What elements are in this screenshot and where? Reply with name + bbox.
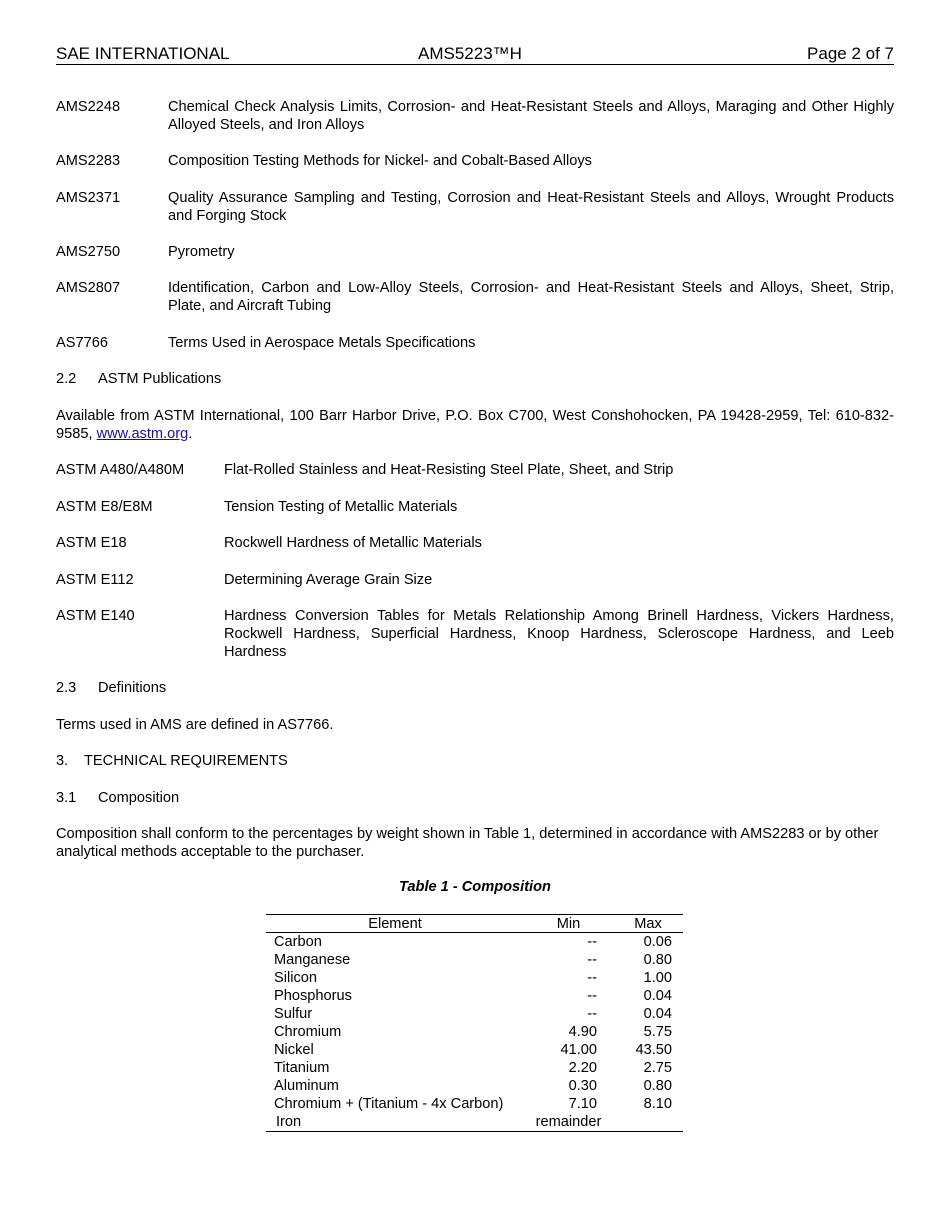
element-cell: Aluminum [274,1078,339,1094]
section-number: 2.3 [56,680,77,696]
astm-availability-end: . [188,426,193,442]
reference-entry [56,189,894,225]
astm-availability-text: Available from ASTM International, 100 Barr Harbor Drive, P.O. Box C700, West Conshohocken, PA 19428-2959, Tel: 610-832-9585, [56,408,894,442]
composition-paragraph: Composition shall conform to the percentages by weight shown in Table 1, determined in accordance with AMS2283 or by other analytical methods acceptable to the purchaser. [56,826,879,860]
table-row [266,1095,683,1113]
reference-title: Rockwell Hardness of Metallic Materials [224,535,482,551]
section-heading-2-3 [56,679,894,697]
reference-title: Quality Assurance Sampling and Testing, Corrosion and Heat-Resistant Steels and Alloys, Wrought Products and Forging Stock [168,190,894,224]
astm-availability-paragraph [56,407,894,443]
table-row [266,987,683,1005]
table-row [266,1077,683,1095]
table-row [266,1059,683,1077]
column-header-min: Min [524,915,613,933]
reference-title: Terms Used in Aerospace Metals Specifications [168,335,476,351]
section-heading-2-2 [56,370,894,388]
element-cell: Carbon [274,934,322,950]
reference-code: ASTM A480/A480M [56,462,185,478]
table-row [266,1113,683,1132]
max-cell: 8.10 [643,1096,672,1112]
min-cell: 4.90 [568,1024,597,1040]
reference-title: Composition Testing Methods for Nickel- and Cobalt-Based Alloys [168,153,592,169]
element-cell: Phosphorus [274,988,352,1004]
astm-website-link[interactable]: www.astm.org [96,426,189,442]
max-cell: 0.04 [643,1006,672,1022]
reference-entry [56,498,894,516]
reference-title: Hardness Conversion Tables for Metals Relationship Among Brinell Hardness, Vickers Hardness, Rockwell Hardness, Superficial Hardness, Knoop Hardness, Scleroscope Hardness, and Leeb Hardness [224,608,894,660]
max-cell: 43.50 [635,1042,672,1058]
element-cell: Sulfur [274,1006,313,1022]
element-cell: Silicon [274,970,317,986]
reference-entry [56,461,894,479]
section-heading-3 [56,752,894,770]
table-row [266,1041,683,1059]
header-org: SAE INTERNATIONAL [56,44,230,63]
min-cell: -- [587,1006,597,1022]
max-cell: 0.04 [643,988,672,1004]
element-cell: Iron [266,1113,524,1132]
section-number: 2.2 [56,371,77,387]
table-row [266,951,683,969]
section-heading-3-1 [56,789,894,807]
header-doc-number: AMS5223™H [418,44,522,63]
column-header-max: Max [613,915,683,933]
section-title: ASTM Publications [98,371,222,387]
reference-entry [56,607,894,661]
table-row [266,1005,683,1023]
max-cell: 1.00 [643,970,672,986]
max-cell: 0.80 [643,1078,672,1094]
definitions-paragraph: Terms used in AMS are defined in AS7766. [56,717,334,733]
reference-entry [56,571,894,589]
reference-title: Chemical Check Analysis Limits, Corrosion- and Heat-Resistant Steels and Alloys, Maraging and Other Highly Alloyed Steels, and Iron Alloys [168,99,894,133]
column-header-element: Element [266,915,524,933]
reference-title: Identification, Carbon and Low-Alloy Steels, Corrosion- and Heat-Resistant Steels and Alloys, Sheet, Strip, Plate, and Aircraft Tubing [168,280,894,314]
table-row [266,969,683,987]
max-cell: 0.80 [643,952,672,968]
min-cell: remainder [524,1113,613,1132]
max-cell: 0.06 [643,934,672,950]
reference-entry [56,152,894,170]
max-cell [613,1113,683,1132]
reference-entry [56,279,894,315]
min-cell: -- [587,988,597,1004]
min-cell: 7.10 [568,1096,597,1112]
reference-code: AMS2283 [56,153,121,169]
reference-code: AMS2750 [56,244,121,260]
min-cell: -- [587,934,597,950]
reference-title: Determining Average Grain Size [224,572,433,588]
min-cell: -- [587,952,597,968]
element-cell: Titanium [274,1060,330,1076]
section-number: 3. [56,753,69,769]
reference-entry [56,534,894,552]
table-caption: Table 1 - Composition [399,879,551,895]
element-cell: Chromium + (Titanium - 4x Carbon) [274,1096,504,1112]
min-cell: 0.30 [568,1078,597,1094]
section-title: TECHNICAL REQUIREMENTS [84,753,288,769]
reference-code: AS7766 [56,335,108,351]
reference-title: Flat-Rolled Stainless and Heat-Resisting Steel Plate, Sheet, and Strip [224,462,674,478]
header-page-number: Page 2 of 7 [807,44,894,63]
reference-code: ASTM E8/E8M [56,499,153,515]
reference-title: Tension Testing of Metallic Materials [224,499,458,515]
reference-code: AMS2371 [56,190,121,206]
table-row [266,1023,683,1041]
reference-code: ASTM E18 [56,535,127,551]
min-cell: -- [587,970,597,986]
reference-entry [56,98,894,134]
reference-title: Pyrometry [168,244,235,260]
table-header-row [266,915,683,933]
reference-code: AMS2248 [56,99,121,115]
min-cell: 2.20 [568,1060,597,1076]
section-number: 3.1 [56,790,77,806]
reference-code: AMS2807 [56,280,121,296]
section-title: Definitions [98,680,167,696]
min-cell: 41.00 [560,1042,597,1058]
table-row [266,933,683,952]
reference-code: ASTM E112 [56,572,134,588]
element-cell: Chromium [274,1024,342,1040]
section-title: Composition [98,790,180,806]
page-header [56,43,894,65]
reference-entry [56,243,894,261]
max-cell: 2.75 [643,1060,672,1076]
reference-code: ASTM E140 [56,608,135,624]
element-cell: Manganese [274,952,351,968]
composition-table [266,914,683,1132]
max-cell: 5.75 [643,1024,672,1040]
element-cell: Nickel [274,1042,314,1058]
reference-entry [56,334,894,352]
